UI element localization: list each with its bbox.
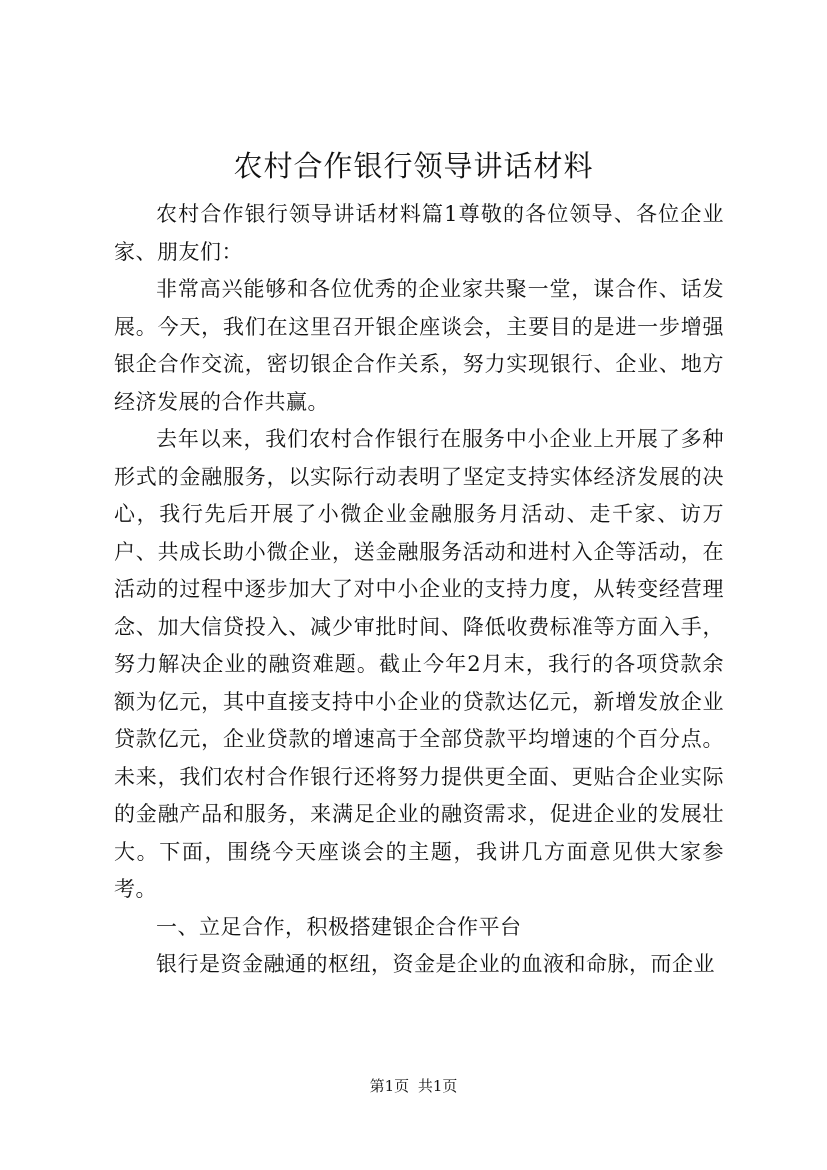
paragraph-section-heading: 一、立足合作，积极搭建银企合作平台 bbox=[156, 914, 522, 939]
paragraph-intro: 非常高兴能够和各位优秀的企业家共聚一堂，谋合作、话发展。今天，我们在这里召开银企座谈会，主要目的是进一步增强银企合作交流，密切银企合作关系，努力实现银行、企业、地方经济发展的合作共赢。 bbox=[114, 277, 724, 414]
paragraph-review: 去年以来，我们农村合作银行在服务中小企业上开展了多种形式的金融服务，以实际行动表明了坚定支持实体经济发展的决心，我行先后开展了小微企业金融服务月活动、走千家、访万户、共成长助小微企业，送金融服务活动和进村入企等活动，在活动的过程中逐步加大了对中小企业的支持力度，从转变经营理念、加大信贷投入、减少审批时间、降低收费标准等方面入手，努力解决企业的融资难题。截止今年2月末，我行的各项贷款余额为亿元，其中直接支持中小企业的贷款达亿元，新增发放企业贷款亿元，企业贷款的增速高于全部贷款平均增速的个百分点。未来，我们农村合作银行还将努力提供更全面、更贴合企业实际的金融产品和服务，来满足企业的融资需求，促进企业的发展壮大。下面，围绕今天座谈会的主题，我讲几方面意见供大家参考。 bbox=[114, 427, 724, 901]
paragraph-greeting: 农村合作银行领导讲话材料篇1尊敬的各位领导、各位企业家、朋友们： bbox=[114, 202, 724, 264]
page-number: 第1页 bbox=[369, 1077, 410, 1095]
paragraph-section-body: 银行是资金融通的枢纽，资金是企业的血液和命脉，而企业 bbox=[156, 952, 715, 976]
page-total: 共1页 bbox=[417, 1077, 458, 1095]
page-footer bbox=[0, 1076, 827, 1096]
document-title: 农村合作银行领导讲话材料 bbox=[233, 149, 594, 183]
document-body bbox=[114, 196, 724, 984]
